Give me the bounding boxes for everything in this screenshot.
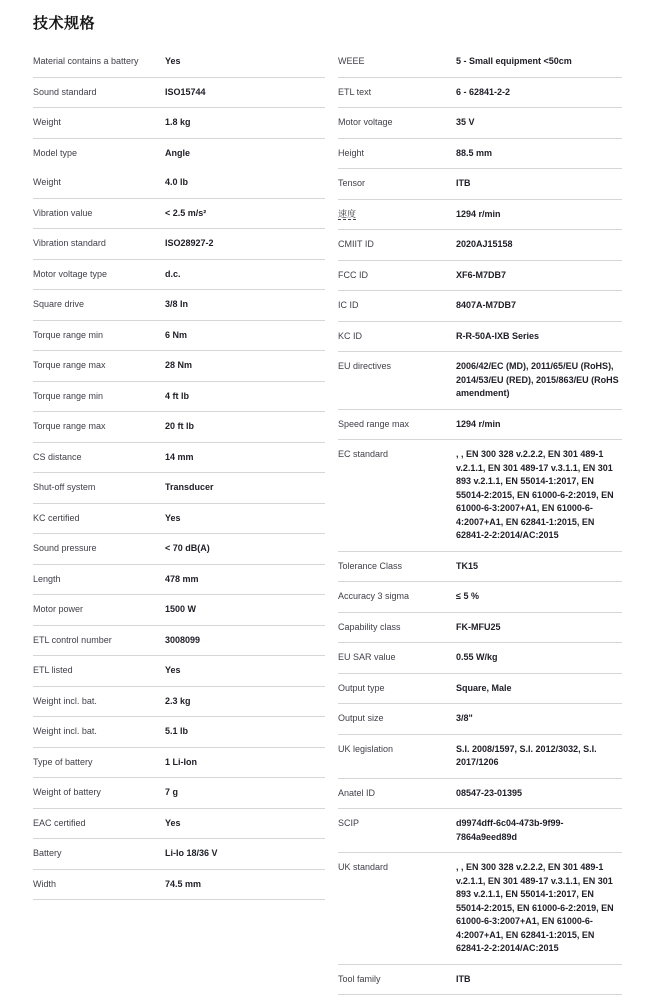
- spec-label: Capability class: [338, 621, 401, 632]
- spec-value: 5.1 lb: [165, 726, 189, 736]
- spec-row: [338, 613, 622, 644]
- spec-label: Shut-off system: [33, 482, 96, 492]
- spec-value: 2.3 kg: [165, 695, 191, 706]
- spec-label: Torque range max: [33, 421, 106, 431]
- spec-value: 8407A-M7DB7: [456, 300, 517, 310]
- spec-label: KC ID: [338, 330, 363, 341]
- spec-value: Li-Io 18/36 V: [165, 848, 218, 858]
- spec-label: ETL control number: [33, 634, 112, 645]
- spec-label: Motor power: [33, 604, 84, 614]
- spec-value: Yes: [165, 817, 181, 828]
- spec-row: [33, 260, 325, 291]
- spec-value: 2020AJ15158: [456, 239, 513, 249]
- spec-row: [338, 809, 622, 853]
- spec-row: [338, 674, 622, 705]
- spec-row: [33, 351, 325, 382]
- spec-value: 478 mm: [165, 573, 199, 584]
- spec-label: Torque range min: [33, 329, 104, 340]
- spec-row: [33, 504, 325, 535]
- spec-value: ISO28927-2: [165, 238, 214, 248]
- spec-row: [338, 108, 622, 139]
- spec-row: [338, 322, 622, 353]
- spec-row: [338, 261, 622, 292]
- spec-row: [33, 229, 325, 260]
- spec-label: EU SAR value: [338, 652, 396, 662]
- spec-label: WEEE: [338, 56, 365, 66]
- spec-label: Model type: [33, 147, 78, 158]
- spec-row: [33, 534, 325, 565]
- spec-value: Yes: [165, 56, 181, 66]
- spec-label: Torque range max: [33, 360, 106, 370]
- spec-value: < 70 dB(A): [165, 543, 210, 553]
- spec-value: S.I. 2008/1597, S.I. 2012/3032, S.I. 2017/1206: [456, 743, 597, 767]
- spec-label: Material contains a battery: [33, 56, 139, 66]
- spec-row: [338, 965, 622, 996]
- spec-label: Motor voltage type: [33, 268, 108, 279]
- spec-label: Height: [338, 147, 365, 158]
- spec-value: 88.5 mm: [456, 147, 493, 158]
- spec-row: [33, 656, 325, 687]
- spec-label: Output size: [338, 713, 384, 723]
- spec-label: EU directives: [338, 361, 392, 371]
- spec-value: Square, Male: [456, 682, 512, 693]
- spec-label: Tensor: [338, 178, 366, 188]
- spec-value: 0.55 W/kg: [456, 652, 498, 662]
- spec-row: [33, 199, 325, 230]
- spec-value: 5 - Small equipment <50cm: [456, 56, 572, 66]
- spec-label: UK legislation: [338, 743, 394, 754]
- spec-label: Tolerance Class: [338, 560, 403, 571]
- spec-label: Accuracy 3 sigma: [338, 591, 410, 601]
- spec-label: Type of battery: [33, 756, 93, 767]
- spec-value: 7 g: [165, 787, 179, 797]
- spec-label: FCC ID: [338, 269, 368, 280]
- spec-row: [338, 552, 622, 583]
- spec-row: [338, 853, 622, 965]
- spec-value: d9974dff-6c04-473b-9f99-7864a9eed89d: [456, 818, 564, 842]
- spec-label: SCIP: [338, 818, 360, 828]
- spec-value: 6 Nm: [165, 329, 188, 340]
- spec-value: XF6-M7DB7: [456, 269, 507, 280]
- spec-row: [33, 687, 325, 718]
- spec-column-left: [33, 47, 325, 900]
- spec-row: [33, 108, 325, 139]
- spec-row: [338, 200, 622, 231]
- spec-value: d.c.: [165, 268, 181, 279]
- spec-label: Weight incl. bat.: [33, 695, 97, 706]
- spec-row: [33, 809, 325, 840]
- spec-row: [338, 230, 622, 261]
- spec-value: 1.8 kg: [165, 117, 191, 127]
- spec-label: Sound pressure: [33, 543, 97, 553]
- spec-row: [33, 595, 325, 626]
- spec-label: ETL text: [338, 86, 372, 97]
- spec-row: [33, 443, 325, 474]
- spec-label: Vibration value: [33, 207, 93, 218]
- spec-label: Battery: [33, 848, 62, 858]
- spec-row: [338, 47, 622, 78]
- spec-value: Yes: [165, 512, 181, 523]
- spec-row: [33, 321, 325, 352]
- spec-value: 1 Li-Ion: [165, 756, 197, 767]
- spec-row: [33, 290, 325, 321]
- spec-row: [33, 839, 325, 870]
- spec-row: [33, 47, 325, 78]
- spec-value: 1294 r/min: [456, 418, 501, 429]
- page-title: 技术规格: [33, 15, 96, 32]
- spec-value: ITB: [456, 973, 471, 984]
- spec-value: 3008099: [165, 634, 201, 645]
- spec-value: < 2.5 m/s²: [165, 207, 207, 218]
- spec-value: Angle: [165, 147, 191, 158]
- spec-row: [33, 717, 325, 748]
- spec-value: 74.5 mm: [165, 878, 202, 889]
- spec-row: [33, 565, 325, 596]
- spec-row: [338, 78, 622, 109]
- spec-value: , , EN 300 328 v.2.2.2, EN 301 489-1 v.2.1.1, EN 301 489-17 v.3.1.1, EN 301 893 v.2.1.1, EN 55014-1:2017, EN 55014-2:2015, EN 61000-6-2:2019, EN 61000-6-3:2007+A1, EN 61000-6-4:2007+A1, EN 62841-1:2015, EN 62841-2-2:2014/AC:2015: [456, 862, 614, 953]
- spec-label: Tool family: [338, 973, 381, 984]
- spec-label: Sound standard: [33, 86, 97, 97]
- spec-label: Anatel ID: [338, 787, 376, 798]
- spec-value: Yes: [165, 665, 181, 675]
- spec-value: 4 ft lb: [165, 390, 189, 401]
- spec-row: [33, 626, 325, 657]
- spec-value: R-R-50A-IXB Series: [456, 330, 540, 341]
- spec-row: [338, 410, 622, 441]
- spec-value: 4.0 lb: [165, 177, 189, 187]
- spec-row: [338, 440, 622, 552]
- spec-label: EAC certified: [33, 817, 86, 828]
- spec-value: , , EN 300 328 v.2.2.2, EN 301 489-1 v.2.1.1, EN 301 489-17 v.3.1.1, EN 301 893 v.2.1.1, EN 55014-1:2017, EN 55014-2:2015, EN 61000-6-2:2019, EN 61000-6-3:2007+A1, EN 61000-6-4:2007+A1, EN 62841-1:2015, EN 62841-2-2:2014/AC:2015: [456, 449, 614, 540]
- spec-label: CMIIT ID: [338, 239, 374, 249]
- spec-row: [338, 582, 622, 613]
- spec-label: ETL listed: [33, 665, 73, 675]
- spec-label: EC standard: [338, 449, 389, 459]
- spec-row: [33, 778, 325, 809]
- spec-row: [33, 748, 325, 779]
- spec-label: Torque range min: [33, 390, 104, 401]
- spec-value: 2006/42/EC (MD), 2011/65/EU (RoHS), 2014/53/EU (RED), 2015/863/EU (RoHS amendment): [456, 361, 619, 398]
- spec-row: [33, 139, 325, 169]
- spec-row: [33, 870, 325, 901]
- spec-label: Weight of battery: [33, 787, 101, 797]
- spec-value: 08547-23-01395: [456, 787, 523, 798]
- spec-columns: [33, 47, 622, 995]
- spec-label: Motor voltage: [338, 117, 393, 127]
- spec-value: 14 mm: [165, 451, 194, 462]
- spec-label-tooltip-term[interactable]: 速度: [338, 208, 357, 219]
- spec-row: [338, 352, 622, 410]
- spec-row: [338, 169, 622, 200]
- spec-label: Square drive: [33, 299, 85, 309]
- spec-label: Weight: [33, 177, 61, 187]
- spec-value: ITB: [456, 178, 471, 188]
- spec-row: [338, 735, 622, 779]
- spec-label: Vibration standard: [33, 238, 106, 248]
- spec-label: Weight incl. bat.: [33, 726, 97, 736]
- spec-label: CS distance: [33, 451, 82, 462]
- spec-value: 28 Nm: [165, 360, 193, 370]
- spec-value: 3/8": [456, 713, 473, 723]
- spec-value: 1294 r/min: [456, 208, 501, 219]
- spec-value: 1500 W: [165, 604, 197, 614]
- spec-column-right: [338, 47, 622, 995]
- spec-row: [33, 78, 325, 109]
- spec-row: [338, 779, 622, 810]
- spec-row: [33, 473, 325, 504]
- spec-value: Transducer: [165, 482, 214, 492]
- spec-label: Length: [33, 573, 61, 584]
- spec-row: [338, 643, 622, 674]
- spec-row: [33, 412, 325, 443]
- spec-label: KC certified: [33, 512, 80, 523]
- spec-label: Output type: [338, 682, 385, 693]
- spec-row: [338, 291, 622, 322]
- spec-value: TK15: [456, 560, 479, 571]
- spec-value: 35 V: [456, 117, 475, 127]
- spec-label: Weight: [33, 117, 61, 127]
- spec-row: [33, 382, 325, 413]
- spec-row: [33, 168, 325, 199]
- spec-value: FK-MFU25: [456, 621, 501, 632]
- spec-label: Speed range max: [338, 418, 410, 429]
- spec-value: ≤ 5 %: [456, 591, 479, 601]
- spec-label: IC ID: [338, 300, 359, 310]
- spec-value: 3/8 In: [165, 299, 189, 309]
- spec-value: 20 ft lb: [165, 421, 195, 431]
- spec-label: UK standard: [338, 862, 389, 872]
- spec-value: 6 - 62841-2-2: [456, 86, 511, 97]
- spec-value: ISO15744: [165, 86, 206, 97]
- spec-label: Width: [33, 878, 57, 889]
- spec-row: [338, 704, 622, 735]
- spec-row: [338, 139, 622, 170]
